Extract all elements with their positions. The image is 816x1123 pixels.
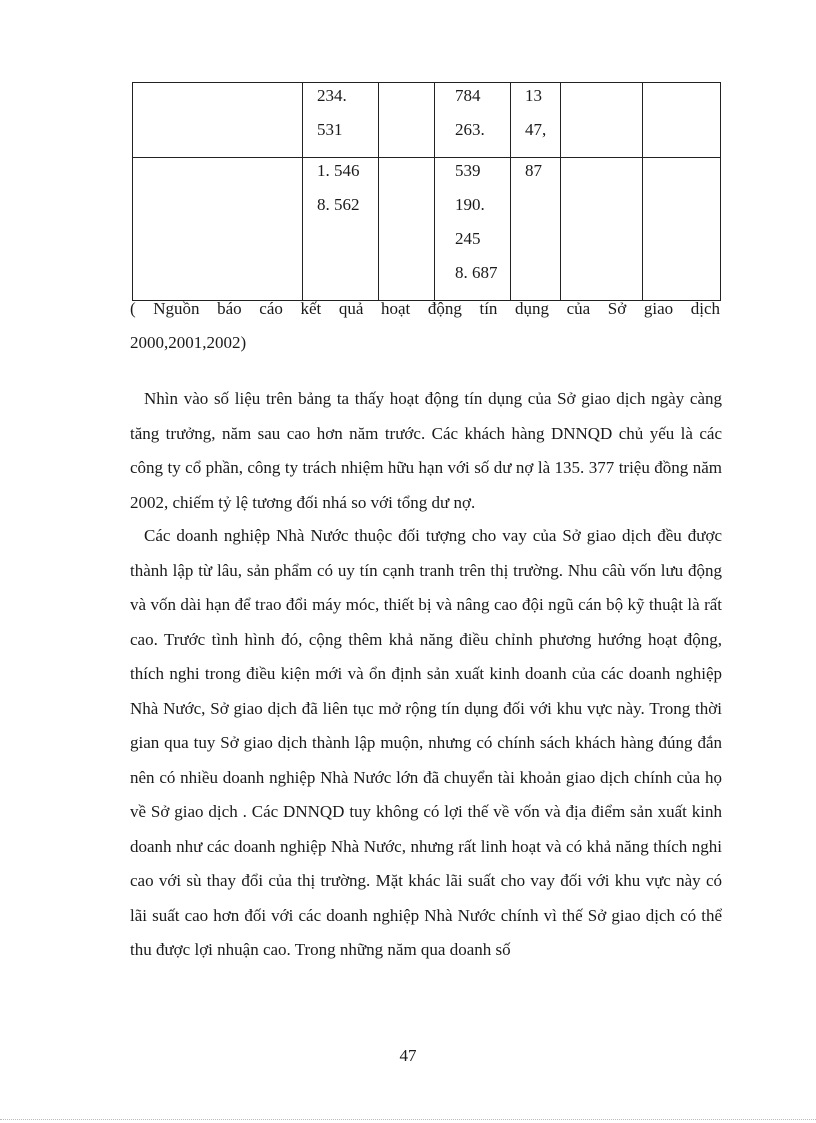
cell-value: 539 xyxy=(455,161,481,180)
body-paragraph: Các doanh nghiệp Nhà Nước thuộc đối tượng cho vay của Sở giao dịch đều được thành lập từ lâu, sản phẩm có uy tín cạnh tranh trên thị trường. Nhu câù vốn lưu động và vốn dài hạn để trao đổi máy móc, thiết bị và nâng cao đội ngũ cán bộ kỹ thuật là rất cao. Trước tình hình đó, cộng thêm khả năng điều chỉnh phương hướng hoạt động, thích nghi trong điều kiện mới và ổn định sản xuất kinh doanh của các doanh nghiệp Nhà Nước, Sở giao dịch đã liên tục mở rộng tín dụng đối với khu vực này. Trong thời gian qua tuy Sở giao dịch thành lập muộn, nhưng có chính sách khách hàng đúng đắn nên có nhiều doanh nghiệp Nhà Nước lớn đã chuyển tài khoản giao dịch chính của họ về Sở giao dịch . Các DNNQD tuy không có lợi thế về vốn và địa điểm sản xuất kinh doanh như các doanh nghiệp Nhà Nước, nhưng rất linh hoạt và có khả năng thích nghi cao với sù thay đổi của thị trường. Mặt khác lãi suất cho vay đối với khu vực này có lãi suất cao hơn đối với các doanh nghiệp Nhà Nước chính vì thế Sở giao dịch có thể thu được lợi nhuận cao. Trong những năm qua doanh số xyxy=(130,526,722,959)
table-row xyxy=(133,158,721,301)
table-cell xyxy=(643,158,721,301)
table-cell xyxy=(643,83,721,158)
table-cell xyxy=(435,158,511,301)
cell-value: 47, xyxy=(525,120,547,139)
table-cell xyxy=(133,158,303,301)
table-cell xyxy=(511,83,561,158)
table-cell xyxy=(511,158,561,301)
cell-value: 263. xyxy=(455,120,485,139)
cell-value: 8. 562 xyxy=(317,195,360,214)
table-cell xyxy=(561,158,643,301)
table-cell xyxy=(133,83,303,158)
table-cell xyxy=(435,83,511,158)
cell-value: 784 xyxy=(455,86,481,105)
table-cell xyxy=(303,83,379,158)
page-bottom-divider xyxy=(0,1119,816,1120)
cell-value: 190. xyxy=(455,195,485,214)
cell-value: 87 xyxy=(525,161,542,180)
cell-value: 234. xyxy=(317,86,347,105)
table-row xyxy=(133,83,721,158)
cell-value: 245 xyxy=(455,229,481,248)
body-paragraph: Nhìn vào số liệu trên bảng ta thấy hoạt động tín dụng của Sở giao dịch ngày càng tăng trưởng, năm sau cao hơn năm trước. Các khách hàng DNNQD chủ yếu là các công ty cổ phần, công ty trách nhiệm hữu hạn với số dư nợ là 135. 377 triệu đồng năm 2002, chiếm tỷ lệ tương đối nhá so với tổng dư nợ. xyxy=(130,389,722,512)
cell-value: 1. 546 xyxy=(317,161,360,180)
cell-value: 531 xyxy=(317,120,343,139)
table-cell xyxy=(303,158,379,301)
table-cell xyxy=(379,158,435,301)
table-cell xyxy=(379,83,435,158)
page-number: 47 xyxy=(399,1046,417,1065)
table-cell xyxy=(561,83,643,158)
source-note-years: 2000,2001,2002) xyxy=(130,333,247,352)
source-note-line: ( Nguồn báo cáo kết quả hoạt động tín dụng của Sở giao dịch xyxy=(130,299,720,318)
cell-value: 13 xyxy=(525,86,542,105)
credit-data-table xyxy=(132,82,721,301)
cell-value: 8. 687 xyxy=(455,263,498,282)
